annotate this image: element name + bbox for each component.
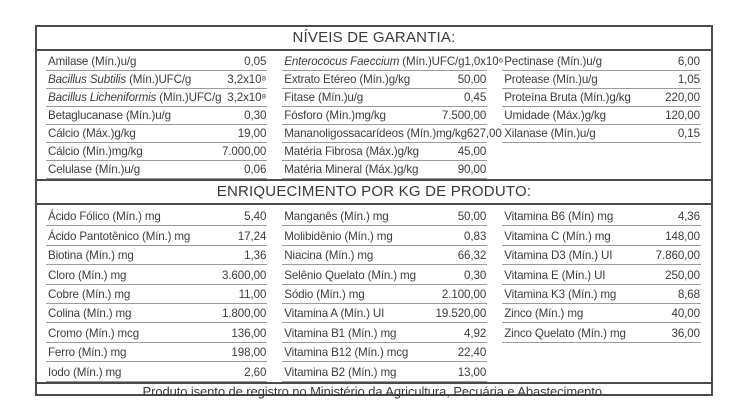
nutrient-label: Vitamina B2 (Mín.) mg: [284, 365, 397, 379]
enriquecimento-column-1: [46, 207, 267, 382]
table-row: [502, 125, 701, 143]
nutrient-value: 0,45: [464, 91, 487, 104]
nutrient-value: 0,83: [464, 229, 487, 243]
garantia-column-2: [282, 53, 504, 179]
table-row: [46, 343, 267, 362]
nutrient-value: 6,00: [677, 55, 700, 68]
table-row: [282, 125, 502, 143]
nutrient-value: 627,00: [466, 127, 502, 140]
nutrient-label: Celulase (Mín.)u/g: [48, 163, 141, 176]
table-row: [46, 323, 267, 342]
table-row: [46, 71, 267, 89]
nutrient-value: 3,2x10⁸: [227, 73, 267, 86]
nutrient-label: Selênio Quelato (Mín.) mg: [284, 268, 416, 282]
table-row: [502, 304, 701, 323]
nutrient-label: Sódio (Mín.) mg: [284, 287, 365, 301]
nutrient-label: Bacillus Licheniformis (Mín.)UFC/g: [48, 91, 222, 104]
nutrient-value: 3.600,00: [221, 268, 267, 282]
table-row: [282, 226, 487, 245]
nutrient-value: 90,00: [457, 163, 487, 176]
table-row: [46, 107, 267, 125]
table-row: [502, 53, 701, 71]
nutrient-label: Ácido Fólico (Mín.) mg: [48, 210, 161, 224]
table-row: [46, 265, 267, 284]
nutrient-label: Cálcio (Máx.)g/kg: [48, 127, 136, 140]
guarantee-levels-table: [35, 25, 713, 399]
table-row: [282, 71, 487, 89]
nutrient-label: Zinco Quelato (Mín.) mg: [504, 326, 626, 340]
table-row: [46, 362, 267, 381]
nutrient-label: Biotina (Mín.) mg: [48, 249, 134, 263]
nutrient-label: Vitamina B1 (Mín.) mg: [284, 326, 397, 340]
nutrient-label: Vitamina C (Mín.) mg: [504, 229, 611, 243]
nutrient-value: 45,00: [457, 145, 487, 158]
nutrient-label: Extrato Etéreo (Mín.)g/kg: [284, 73, 411, 86]
nutrient-value: 4,36: [677, 210, 700, 224]
nutrient-value: 5,40: [244, 210, 267, 224]
table-row: [502, 226, 701, 245]
table-row: [46, 304, 267, 323]
guarantee-levels-grid: [37, 51, 711, 179]
section-title-niveis-garantia: NÍVEIS DE GARANTIA:: [37, 27, 711, 51]
nutrient-label: Ferro (Mín.) mg: [48, 346, 127, 360]
table-row: [282, 343, 487, 362]
table-row: [46, 125, 267, 143]
nutrient-label: Cálcio (Mín.)mg/kg: [48, 145, 143, 158]
nutrient-label: Vitamina B6 (Mín) mg: [504, 210, 614, 224]
nutrient-value: 120,00: [665, 109, 700, 122]
table-row: [282, 246, 487, 265]
table-row: [46, 226, 267, 245]
table-row: [282, 207, 487, 226]
nutrient-value: 7.860,00: [655, 249, 700, 263]
table-row: [282, 323, 487, 342]
nutrient-label: Cobre (Mín.) mg: [48, 287, 131, 301]
table-row: [46, 246, 267, 265]
nutrient-label: Mananoligossacarídeos (Mín.)mg/kg: [284, 127, 467, 140]
garantia-column-3: [502, 53, 701, 179]
nutrient-label: Colina (Mín.) mg: [48, 307, 132, 321]
nutrient-label: Vitamina A (Mín.) UI: [284, 307, 385, 321]
table-row: [46, 89, 267, 107]
table-row: [502, 246, 701, 265]
enrichment-grid: [37, 205, 711, 382]
nutrient-value: 250,00: [665, 268, 700, 282]
table-row: [502, 285, 701, 304]
table-row: [46, 143, 267, 161]
table-row: [502, 265, 701, 284]
nutrient-label: Niacina (Mín.) mg: [284, 249, 374, 263]
registration-exemption-note: Produto isento de registro no Ministério da Agricultura, Pecuária e Abastecimento.: [37, 382, 711, 399]
nutrient-value: 0,30: [464, 268, 487, 282]
nutrient-label: Vitamina K3 (Mín.) mg: [504, 287, 617, 301]
enriquecimento-column-3: [502, 207, 701, 382]
table-row: [282, 53, 504, 71]
nutrient-value: 0,06: [244, 163, 267, 176]
nutrient-label: Amilase (Mín.)u/g: [48, 55, 137, 68]
nutrient-value: 0,30: [244, 109, 267, 122]
table-row: [282, 362, 487, 381]
nutrient-label: Protease (Mín.)u/g: [504, 73, 598, 86]
nutrient-value: 50,00: [457, 210, 487, 224]
nutrient-label: Pectinase (Mín.)u/g: [504, 55, 602, 68]
table-row: [282, 304, 487, 323]
nutrient-value: 7.500,00: [441, 109, 487, 122]
nutrient-label: Fitase (Mín.)u/g: [284, 91, 364, 104]
table-row: [502, 323, 701, 342]
table-row: [282, 143, 487, 161]
nutrient-label: Bacillus Subtilis (Mín.)UFC/g: [48, 73, 192, 86]
nutrient-label: Enterococus Faeccium (Mín.)UFC/g: [284, 55, 465, 68]
nutrient-value: 3,2x10⁸: [227, 91, 267, 104]
nutrient-value: 1,36: [244, 249, 267, 263]
table-row: [46, 207, 267, 226]
nutrient-value: 198,00: [231, 346, 267, 360]
nutrient-label: Zinco (Mín.) mg: [504, 307, 584, 321]
nutrient-value: 1,05: [677, 73, 700, 86]
section-title-enriquecimento: ENRIQUECIMENTO POR KG DE PRODUTO:: [37, 179, 711, 205]
nutrient-label: Ácido Pantotênico (Mín.) mg: [48, 229, 191, 243]
garantia-column-1: [46, 53, 267, 179]
nutrient-value: 136,00: [231, 326, 267, 340]
table-row: [282, 285, 487, 304]
table-row: [46, 285, 267, 304]
nutrient-value: 220,00: [665, 91, 700, 104]
table-row: [46, 53, 267, 71]
nutrient-value: 13,00: [457, 365, 487, 379]
nutrient-value: 19,00: [237, 127, 267, 140]
table-row: [46, 161, 267, 179]
nutrient-label: Fósforo (Mín.)mg/kg: [284, 109, 386, 122]
nutrient-value: 2,60: [244, 365, 267, 379]
nutrient-value: 22,40: [457, 346, 487, 360]
nutrient-label: Matéria Mineral (Máx.)g/kg: [284, 163, 419, 176]
nutrient-value: 0,05: [244, 55, 267, 68]
nutrient-value: 1,0x10⁶: [464, 55, 504, 68]
table-row: [502, 89, 701, 107]
nutrient-label: Betaglucanase (Mín.)u/g: [48, 109, 171, 122]
nutrient-value: 66,32: [457, 249, 487, 263]
nutrient-label: Molibidênio (Mín.) mg: [284, 229, 393, 243]
nutrient-value: 8,68: [677, 287, 700, 301]
nutrient-value: 40,00: [671, 307, 700, 321]
nutrient-value: 17,24: [237, 229, 267, 243]
nutrient-label: Iodo (Mín.) mg: [48, 365, 122, 379]
nutrient-value: 7.000,00: [221, 145, 267, 158]
nutrient-label: Cloro (Mín.) mg: [48, 268, 127, 282]
nutrient-label: Manganês (Mín.) mg: [284, 210, 389, 224]
nutrient-label: Proteína Bruta (Mín.)g/kg: [504, 91, 631, 104]
nutrient-value: 2.100,00: [441, 287, 487, 301]
enriquecimento-column-2: [282, 207, 487, 382]
nutrient-value: 19.520,00: [435, 307, 487, 321]
table-row: [502, 207, 701, 226]
table-row: [282, 161, 487, 179]
nutrient-value: 148,00: [665, 229, 700, 243]
nutrient-value: 36,00: [671, 326, 700, 340]
table-row: [502, 71, 701, 89]
table-row: [282, 265, 487, 284]
nutrient-value: 4,92: [464, 326, 487, 340]
nutrient-value: 11,00: [238, 287, 267, 301]
nutrient-label: Umidade (Máx.)g/kg: [504, 109, 606, 122]
table-row: [282, 107, 487, 125]
table-row: [502, 107, 701, 125]
table-row: [282, 89, 487, 107]
nutrient-label: Vitamina E (Mín.) UI: [504, 268, 606, 282]
nutrient-value: 50,00: [457, 73, 487, 86]
nutrient-label: Vitamina D3 (Mín.) UI: [504, 249, 613, 263]
nutrient-value: 0,15: [677, 127, 700, 140]
nutrient-label: Cromo (Mín.) mcg: [48, 326, 140, 340]
nutrient-label: Xilanase (Mín.)u/g: [504, 127, 596, 140]
nutrient-value: 1.800,00: [221, 307, 267, 321]
nutrient-label: Matéria Fibrosa (Máx.)g/kg: [284, 145, 419, 158]
nutrient-label: Vitamina B12 (Mín.) mcg: [284, 346, 409, 360]
